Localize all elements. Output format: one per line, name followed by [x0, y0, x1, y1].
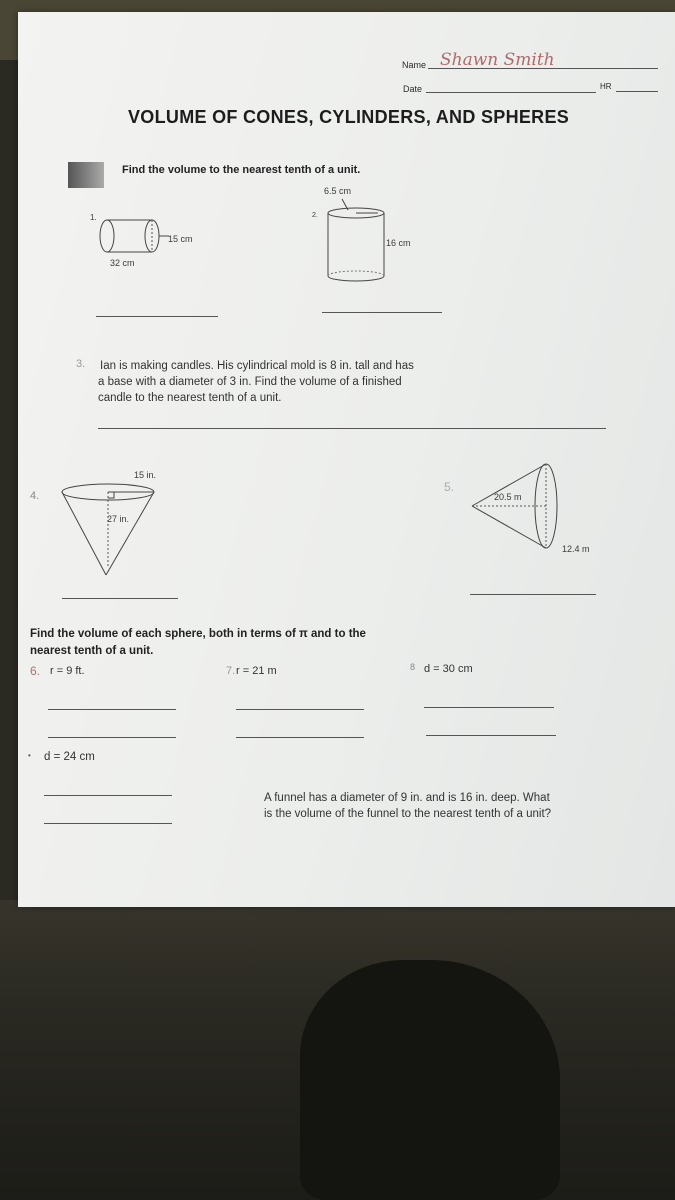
name-handwritten: Shawn Smith: [440, 50, 555, 70]
hr-label: HR: [600, 82, 612, 91]
answer-line-9b: [44, 823, 172, 824]
answer-line-6b: [48, 737, 176, 738]
answer-line-4: [62, 598, 178, 599]
problem5-number: 5.: [444, 480, 455, 494]
answer-line-8a: [424, 707, 554, 708]
answer-line-3: [98, 428, 606, 429]
date-label: Date: [403, 84, 423, 94]
problem5-slant-label: 20.5 m: [494, 492, 522, 502]
problem3-number: 3.: [76, 358, 86, 370]
answer-line-6a: [48, 709, 176, 710]
problem5-diameter-label: 12.4 m: [562, 544, 590, 554]
hr-line: [616, 91, 658, 92]
page-title: VOLUME OF CONES, CYLINDERS, AND SPHERES: [128, 107, 570, 127]
problem1-length-label: 32 cm: [110, 258, 135, 268]
name-label: Name: [402, 60, 427, 70]
problem2-number: 2.: [312, 212, 318, 219]
section1-instruction: Find the volume to the nearest tenth of a unit.: [122, 164, 361, 176]
problem4-radius-label: 15 in.: [134, 470, 157, 480]
cylinder-vertical-figure: [326, 196, 386, 288]
problem6-value: r = 9 ft.: [50, 665, 85, 677]
cylinder-horizontal-figure: [95, 212, 175, 262]
background-shadow: [300, 960, 560, 1200]
answer-line-9a: [44, 795, 172, 796]
funnel-line2: is the volume of the funnel to the nearest tenth of a unit?: [264, 808, 552, 820]
problem3-line3: candle to the nearest tenth of a unit.: [98, 392, 282, 404]
problem3-line2: a base with a diameter of 3 in. Find the volume of a finished: [98, 376, 402, 388]
answer-line-8b: [426, 735, 556, 736]
problem4-number: 4.: [30, 490, 40, 502]
problem6-number: 6.: [30, 664, 41, 678]
problem2-height-label: 16 cm: [386, 238, 411, 248]
problem1-number: 1.: [90, 213, 97, 222]
spheres-instruction-line2: nearest tenth of a unit.: [30, 645, 154, 657]
problem8-value: d = 30 cm: [424, 663, 473, 675]
cone-sideways-figure: [470, 462, 570, 557]
problem1-height-label: 15 cm: [168, 234, 193, 244]
problem9-value: d = 24 cm: [44, 751, 95, 763]
problem3-line1: Ian is making candles. His cylindrical mold is 8 in. tall and has: [100, 360, 414, 372]
worksheet-paper: [18, 12, 675, 907]
problem8-number: 8: [410, 662, 416, 672]
problem4-height-label: 27 in.: [107, 514, 130, 524]
problem7-number: 7.: [226, 665, 236, 677]
answer-line-2: [322, 312, 442, 313]
funnel-line1: A funnel has a diameter of 9 in. and is 16 in. deep. What: [264, 792, 550, 804]
section-bar: [68, 162, 104, 188]
answer-line-7b: [236, 737, 364, 738]
problem2-diameter-label: 6.5 cm: [324, 186, 352, 196]
answer-line-1: [96, 316, 218, 317]
spheres-instruction-line1: Find the volume of each sphere, both in terms of π and to the: [30, 628, 366, 640]
date-line: [426, 92, 596, 93]
answer-line-5: [470, 594, 596, 595]
cone-inverted-figure: [60, 480, 160, 580]
problem7-value: r = 21 m: [236, 665, 277, 677]
bullet-dot: •: [28, 751, 31, 760]
answer-line-7a: [236, 709, 364, 710]
